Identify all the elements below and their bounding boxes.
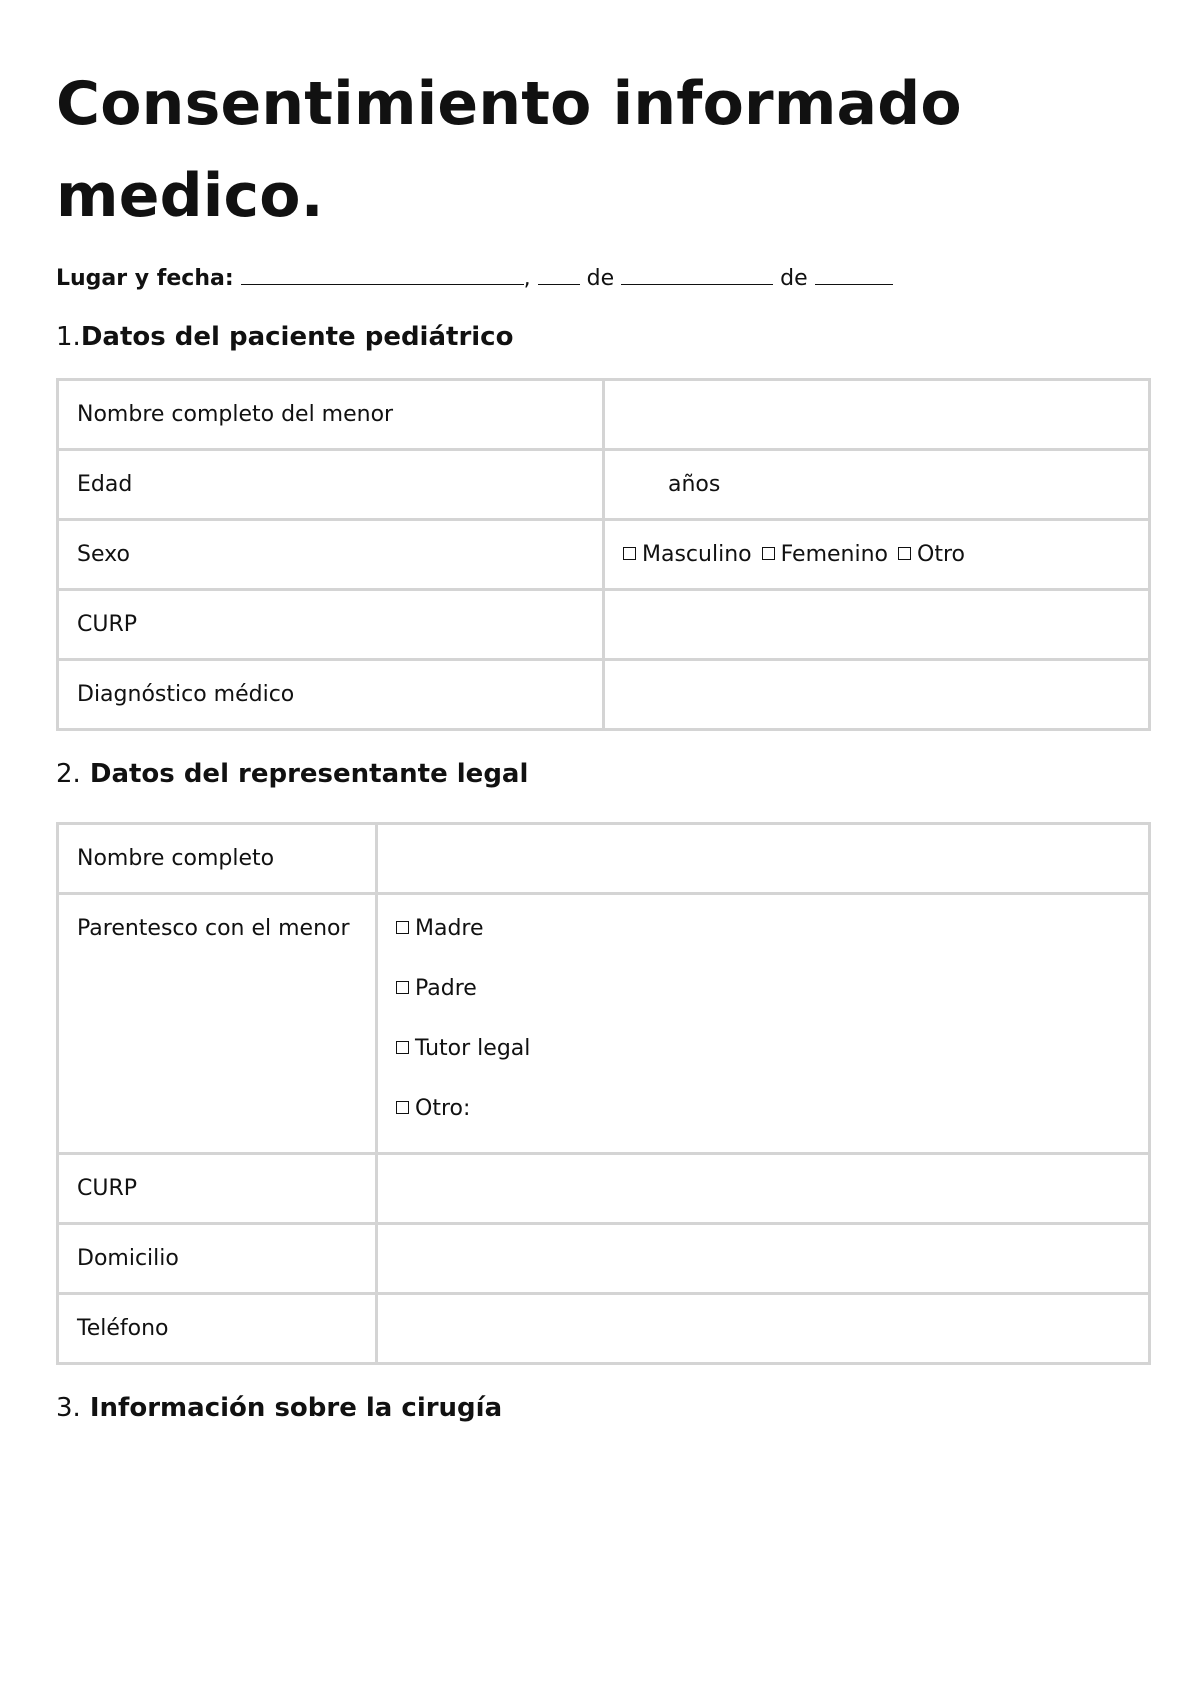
table-row [58,520,1150,590]
guardian-phone-label: Teléfono [58,1294,377,1364]
relationship-options [396,911,1130,1127]
patient-age-field[interactable] [604,450,1150,520]
sex-option-feminine[interactable] [762,542,888,567]
place-date-label: Lugar y fecha: [56,266,234,291]
sex-option-other[interactable] [898,542,965,567]
table-row [58,660,1150,730]
option-label: Otro: [415,1096,471,1121]
option-label: Tutor legal [415,1036,531,1061]
table-row [58,894,1150,1154]
section-2-heading [56,757,1150,791]
patient-diagnosis-label: Diagnóstico médico [58,660,604,730]
place-blank[interactable] [241,262,524,285]
option-label: Masculino [642,541,752,567]
checkbox-icon[interactable] [762,547,775,560]
relationship-option-mother[interactable] [396,911,1130,947]
section-1-number: 1. [56,322,81,352]
table-row [58,380,1150,450]
section-3-title: Información sobre la cirugía [89,1393,503,1423]
patient-name-label: Nombre completo del menor [58,380,604,450]
section-2-number: 2. [56,759,81,789]
age-unit: años [668,471,721,497]
place-comma: , [523,266,531,291]
option-label: Femenino [780,541,889,567]
guardian-curp-field[interactable] [377,1154,1150,1224]
checkbox-icon[interactable] [898,547,911,560]
table-row [58,1294,1150,1364]
document-title [56,58,1150,242]
guardian-phone-field[interactable] [377,1294,1150,1364]
section-1-heading [56,320,1150,354]
patient-curp-label: CURP [58,590,604,660]
month-blank[interactable] [621,262,773,285]
guardian-name-field[interactable] [377,824,1150,894]
option-label: Otro [917,541,965,567]
patient-diagnosis-field[interactable] [604,660,1150,730]
checkbox-icon[interactable] [396,981,409,994]
table-row [58,1224,1150,1294]
day-blank[interactable] [538,262,580,285]
de-word-2: de [780,266,808,291]
relationship-option-guardian[interactable] [396,1031,1130,1067]
sex-option-masculine[interactable] [623,542,752,567]
checkbox-icon[interactable] [623,547,636,560]
guardian-address-field[interactable] [377,1224,1150,1294]
title-line-2: medico. [56,161,324,231]
guardian-address-label: Domicilio [58,1224,377,1294]
table-row [58,824,1150,894]
year-blank[interactable] [815,262,893,285]
checkbox-icon[interactable] [396,1101,409,1114]
section-3-number: 3. [56,1393,81,1423]
relationship-option-other[interactable] [396,1091,1130,1127]
table-row [58,450,1150,520]
place-date-line [56,262,1150,294]
section-3-heading [56,1391,1150,1425]
title-line-1: Consentimiento informado [56,69,962,139]
option-label: Madre [415,916,484,941]
guardian-relationship-field [377,894,1150,1154]
section-2-title: Datos del representante legal [89,759,529,789]
patient-data-table [56,378,1151,731]
patient-name-field[interactable] [604,380,1150,450]
patient-curp-field[interactable] [604,590,1150,660]
patient-sex-field [604,520,1150,590]
de-word-1: de [586,266,615,291]
option-label: Padre [415,976,477,1001]
guardian-curp-label: CURP [58,1154,377,1224]
section-1-title: Datos del paciente pediátrico [80,322,514,352]
patient-sex-label: Sexo [58,520,604,590]
checkbox-icon[interactable] [396,921,409,934]
guardian-data-table [56,822,1151,1365]
guardian-name-label: Nombre completo [58,824,377,894]
patient-age-label: Edad [58,450,604,520]
table-row [58,1154,1150,1224]
guardian-relationship-label: Parentesco con el menor [58,894,377,1154]
checkbox-icon[interactable] [396,1041,409,1054]
relationship-option-father[interactable] [396,971,1130,1007]
table-row [58,590,1150,660]
